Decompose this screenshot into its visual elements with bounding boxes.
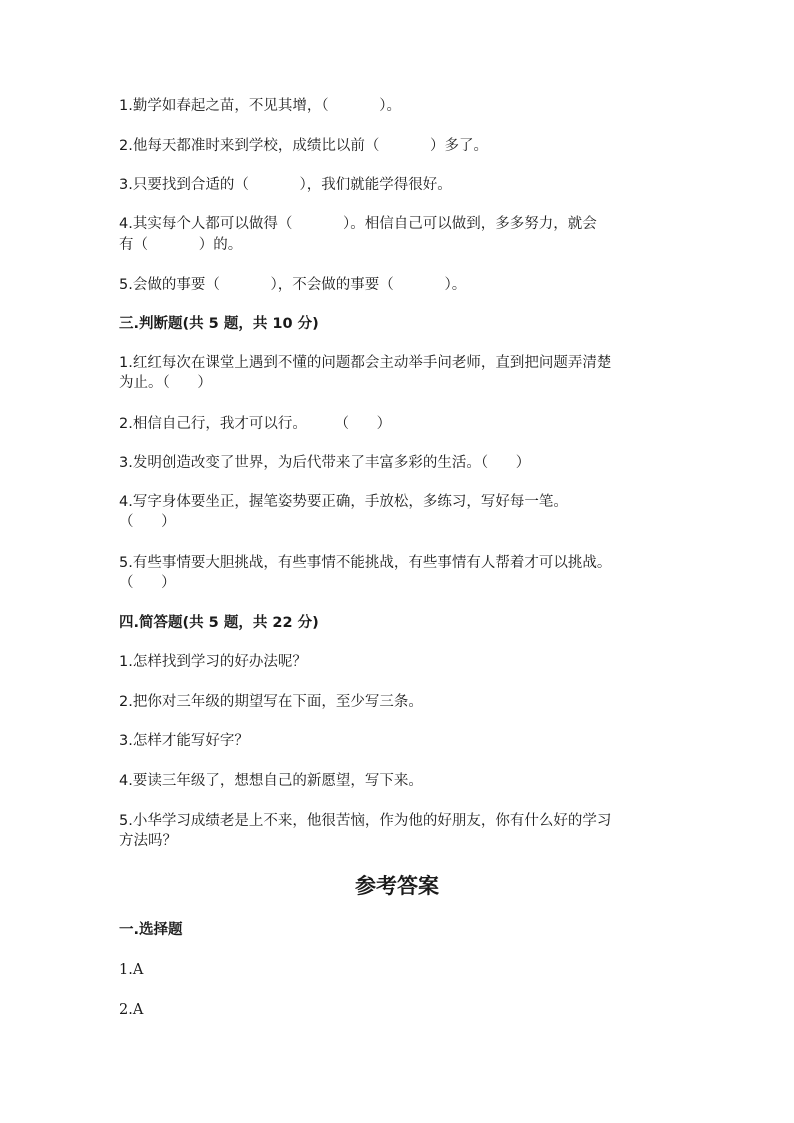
- short-answer-question-3: 3.怎样才能写好字？: [119, 733, 249, 749]
- fill-blank-question-1: 1.勤学如春起之苗，不见其增，（ ）。: [119, 98, 402, 114]
- fill-blank-question-3: 3.只要找到合适的（ ），我们就能学得很好。: [119, 177, 452, 193]
- fill-blank-question-4-line-2: 有（ ）的。: [119, 237, 243, 253]
- short-answer-section-heading: 四.简答题(共 5 题，共 22 分): [119, 615, 319, 631]
- short-answer-question-4: 4.要读三年级了，想想自己的新愿望，写下来。: [119, 773, 423, 789]
- judgement-question-4-line-2: （ ）: [119, 514, 176, 530]
- judgement-question-2: 2.相信自己行，我才可以行。 （ ）: [119, 416, 392, 432]
- short-answer-question-5-line-2: 方法吗？: [119, 833, 177, 849]
- judgement-question-5-line-2: （ ）: [119, 575, 176, 591]
- judgement-question-5-line-1: 5.有些事情要大胆挑战，有些事情不能挑战，有些事情有人帮着才可以挑战。: [119, 555, 612, 571]
- fill-blank-question-4-line-1: 4.其实每个人都可以做得（ ）。相信自己可以做到，多多努力，就会: [119, 216, 597, 232]
- answer-section-1-heading: 一.选择题: [119, 922, 183, 938]
- answer-1: 1.A: [119, 962, 144, 978]
- short-answer-question-5-line-1: 5.小华学习成绩老是上不来，他很苦恼，作为他的好朋友，你有什么好的学习: [119, 813, 612, 829]
- answer-2: 2.A: [119, 1002, 144, 1018]
- judgement-question-3: 3.发明创造改变了世界，为后代带来了丰富多彩的生活。（ ）: [119, 455, 531, 471]
- judgement-question-4-line-1: 4.写字身体要坐正，握笔姿势要正确，手放松，多练习，写好每一笔。: [119, 494, 568, 510]
- judgement-question-1-line-2: 为止。（ ）: [119, 375, 212, 391]
- fill-blank-question-5: 5.会做的事要（ ），不会做的事要（ ）。: [119, 277, 467, 293]
- answer-key-title: 参考答案: [355, 873, 439, 898]
- judgement-section-heading: 三.判断题(共 5 题，共 10 分): [119, 316, 319, 332]
- short-answer-question-1: 1.怎样找到学习的好办法呢？: [119, 654, 307, 670]
- short-answer-question-2: 2.把你对三年级的期望写在下面，至少写三条。: [119, 694, 423, 710]
- judgement-question-1-line-1: 1.红红每次在课堂上遇到不懂的问题都会主动举手问老师，直到把问题弄清楚: [119, 355, 612, 371]
- fill-blank-question-2: 2.他每天都准时来到学校，成绩比以前（ ）多了。: [119, 138, 489, 154]
